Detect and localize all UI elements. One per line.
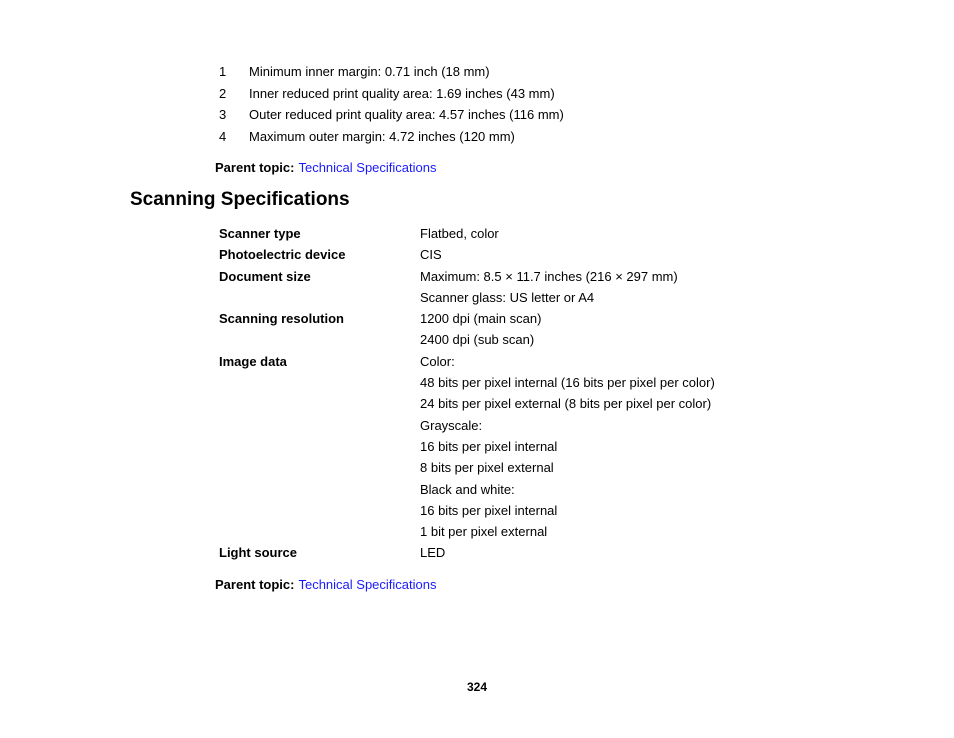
spec-value: Grayscale: (420, 417, 483, 433)
spec-value: Flatbed, color (420, 226, 499, 241)
spec-values (420, 543, 445, 564)
spec-values (420, 352, 715, 544)
list-item-number: 1 (219, 64, 227, 79)
list-item-text: Outer reduced print quality area: 4.57 inches (116 mm) (249, 107, 564, 122)
spec-row-scanning-resolution (219, 309, 715, 352)
spec-label-text: Document size (219, 268, 311, 284)
section-heading: Scanning Specifications (130, 189, 350, 210)
spec-row-document-size (219, 267, 715, 310)
list-item-number: 3 (219, 107, 227, 122)
list-item-text: Maximum outer margin: 4.72 inches (120 mm) (249, 128, 515, 144)
spec-label (219, 352, 420, 544)
spec-value: LED (420, 545, 446, 561)
spec-value: Color: (420, 353, 455, 369)
spec-value: Maximum: 8.5 × 11.7 inches (216 × 297 mm) (420, 268, 678, 284)
spec-label (219, 267, 420, 310)
spec-label-text: Photoelectric device (219, 247, 346, 263)
spec-label (219, 309, 420, 352)
spec-value: 2400 dpi (sub scan) (420, 332, 535, 348)
spec-label-text: Scanning resolution (219, 311, 344, 327)
spec-value: 48 bits per pixel internal (16 bits per pixel per color) (420, 375, 715, 391)
spec-label (219, 224, 420, 245)
list-item-text: Minimum inner margin: 0.71 inch (18 mm) (249, 64, 490, 79)
spec-row-image-data (219, 352, 715, 544)
list-item-number: 4 (219, 128, 227, 144)
parent-topic-2 (215, 577, 437, 593)
list-item-number: 2 (219, 85, 227, 101)
spec-label-text: Scanner type (219, 226, 301, 241)
spec-value: Scanner glass: US letter or A4 (420, 289, 595, 305)
spec-value: CIS (420, 247, 442, 263)
spec-values (420, 267, 678, 310)
spec-value: 8 bits per pixel external (420, 460, 554, 476)
parent-topic-link[interactable]: Technical Specifications (298, 160, 437, 175)
spec-label-text: Light source (219, 545, 298, 561)
spec-label-text: Image data (219, 353, 287, 369)
parent-topic-link[interactable]: Technical Specifications (298, 577, 437, 592)
margin-list (219, 62, 564, 148)
parent-topic-label: Parent topic: (215, 577, 295, 592)
parent-topic-label: Parent topic: (215, 160, 295, 175)
spec-row-scanner-type (219, 224, 715, 245)
spec-value: 1 bit per pixel external (420, 524, 548, 540)
parent-topic-1 (215, 160, 437, 176)
list-item (219, 105, 564, 127)
spec-label (219, 245, 420, 266)
spec-label (219, 543, 420, 564)
page-number: 324 (466, 680, 488, 694)
spec-value: 16 bits per pixel internal (420, 502, 558, 518)
list-item-text: Inner reduced print quality area: 1.69 inches (43 mm) (249, 85, 555, 101)
spec-values (420, 245, 442, 266)
spec-value: 1200 dpi (main scan) (420, 311, 542, 327)
spec-value: Black and white: (420, 481, 515, 497)
spec-row-light-source (219, 543, 715, 564)
list-item (219, 84, 564, 106)
spec-table (219, 224, 715, 565)
spec-value: 16 bits per pixel internal (420, 438, 558, 454)
spec-values (420, 309, 541, 352)
spec-values (420, 224, 499, 245)
spec-value: 24 bits per pixel external (8 bits per pixel per color) (420, 396, 712, 412)
list-item (219, 127, 564, 149)
spec-row-photoelectric-device (219, 245, 715, 266)
list-item (219, 62, 564, 84)
